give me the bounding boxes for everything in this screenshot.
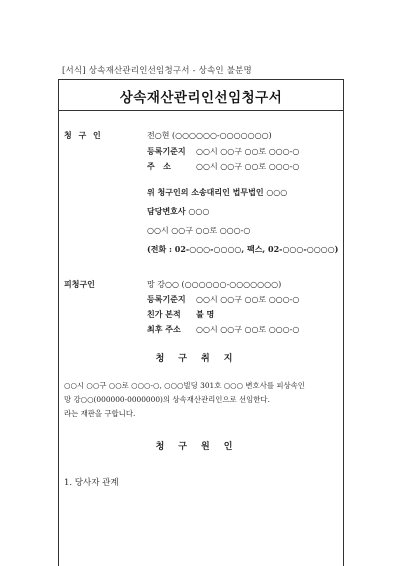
cause-item-1: 1. 당사자 관계 — [64, 478, 119, 488]
respondent-domicile-value: ○○시 ○○구 ○○로 ○○○-○ — [196, 295, 300, 304]
purpose-line-2: 망 강○○(000000-0000000)의 상속재산관리인으로 선임한다. — [64, 395, 270, 404]
respondent-name: 망 강○○ (○○○○○○-○○○○○○○) — [147, 280, 282, 289]
agent-contact: (전화 : 02-○○○-○○○○, 팩스, 02-○○○-○○○○) — [147, 244, 339, 254]
document-title: 상속재산관리인선임청구서 — [119, 90, 283, 106]
purpose-line-3: 라는 재판을 구합니다. — [64, 409, 136, 418]
respondent-label: 피청구인 — [64, 279, 95, 289]
petition-form — [58, 79, 344, 566]
form-caption: [서식] 상속재산관리인선임청구서 - 상속인 불분명 — [62, 66, 252, 76]
title-divider — [59, 110, 343, 111]
lawyer-line: 담당변호사 ○○○ — [147, 206, 210, 216]
parent-registry-value: 불 명 — [196, 309, 215, 319]
agent-line: 위 청구인의 소송대리인 법무법인 ○○○ — [147, 187, 288, 197]
claimant-domicile-label: 등록기준지 — [147, 146, 186, 156]
claimant-address-label: 주 소 — [147, 161, 171, 171]
respondent-domicile-label: 등록기준지 — [147, 294, 186, 304]
claimant-label: 청 구 인 — [64, 130, 103, 140]
claimant-domicile-value: ○○시 ○○구 ○○로 ○○○-○ — [196, 147, 300, 156]
parent-registry-label: 친가 본적 — [147, 309, 181, 319]
last-address-value: ○○시 ○○구 ○○로 ○○○-○ — [196, 325, 300, 334]
purpose-line-1: ○○시 ○○구 ○○로 ○○○-○, ○○○빌딩 301호 ○○○ 변호사를 피상속인 — [64, 381, 305, 390]
claimant-address-value: ○○시 ○○구 ○○로 ○○○-○ — [196, 162, 300, 171]
cause-heading: 청구원인 — [155, 442, 247, 452]
agent-address: ○○시 ○○구 ○○로 ○○○-○ — [147, 226, 251, 235]
claimant-name: 전○현 (○○○○○○-○○○○○○○) — [147, 131, 272, 140]
purpose-heading: 청구취지 — [155, 354, 247, 364]
last-address-label: 최후 주소 — [147, 324, 181, 334]
